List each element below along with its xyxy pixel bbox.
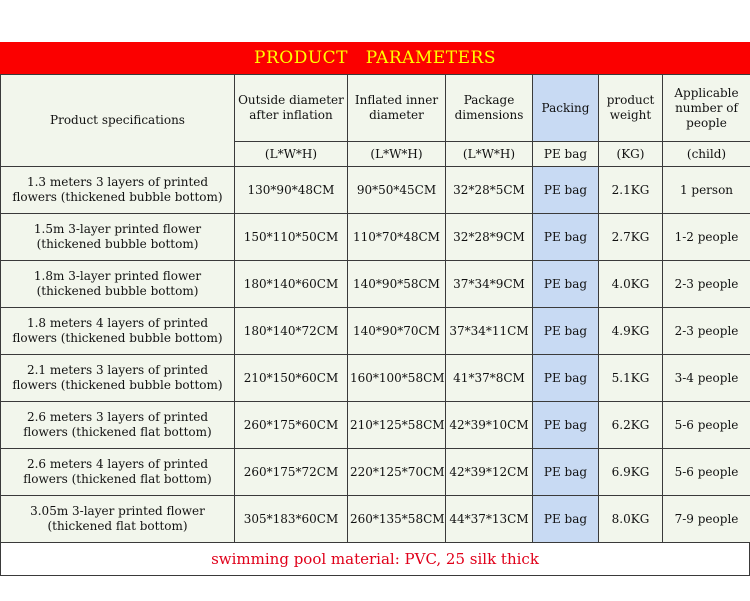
cell-inner: 220*125*70CM: [348, 449, 446, 496]
cell-package: 37*34*11CM: [446, 308, 533, 355]
cell-weight: 6.2KG: [599, 402, 663, 449]
cell-inner: 90*50*45CM: [348, 167, 446, 214]
cell-spec: 1.3 meters 3 layers of printed flowers (thickened bubble bottom): [1, 167, 235, 214]
cell-spec: 2.1 meters 3 layers of printed flowers (thickened bubble bottom): [1, 355, 235, 402]
unit-packing: PE bag: [533, 142, 599, 167]
cell-package: 32*28*5CM: [446, 167, 533, 214]
cell-spec: 2.6 meters 4 layers of printed flowers (thickened flat bottom): [1, 449, 235, 496]
table-row: [1, 402, 750, 449]
cell-packing: PE bag: [533, 496, 599, 543]
cell-inner: 210*125*58CM: [348, 402, 446, 449]
cell-packing: PE bag: [533, 214, 599, 261]
cell-outside: 210*150*60CM: [235, 355, 348, 402]
cell-outside: 180*140*72CM: [235, 308, 348, 355]
cell-spec: 1.5m 3-layer printed flower (thickened bubble bottom): [1, 214, 235, 261]
cell-people: 1-2 people: [663, 214, 750, 261]
unit-package: (L*W*H): [446, 142, 533, 167]
cell-people: 3-4 people: [663, 355, 750, 402]
cell-inner: 160*100*58CM: [348, 355, 446, 402]
cell-packing: PE bag: [533, 261, 599, 308]
cell-weight: 2.7KG: [599, 214, 663, 261]
cell-weight: 6.9KG: [599, 449, 663, 496]
header-package: Package dimensions: [446, 75, 533, 142]
cell-packing: PE bag: [533, 449, 599, 496]
cell-weight: 5.1KG: [599, 355, 663, 402]
cell-package: 32*28*9CM: [446, 214, 533, 261]
header-people: Applicable number of people: [663, 75, 750, 142]
product-parameters-sheet: [0, 42, 750, 576]
table-row: [1, 167, 750, 214]
unit-inner: (L*W*H): [348, 142, 446, 167]
cell-inner: 110*70*48CM: [348, 214, 446, 261]
cell-spec: 3.05m 3-layer printed flower (thickened flat bottom): [1, 496, 235, 543]
unit-weight: (KG): [599, 142, 663, 167]
cell-packing: PE bag: [533, 308, 599, 355]
table-row: [1, 308, 750, 355]
unit-people: (child): [663, 142, 750, 167]
cell-weight: 4.9KG: [599, 308, 663, 355]
header-inner: Inflated inner diameter: [348, 75, 446, 142]
cell-outside: 305*183*60CM: [235, 496, 348, 543]
cell-people: 5-6 people: [663, 402, 750, 449]
cell-package: 37*34*9CM: [446, 261, 533, 308]
cell-people: 1 person: [663, 167, 750, 214]
cell-outside: 260*175*60CM: [235, 402, 348, 449]
table-row: [1, 355, 750, 402]
cell-weight: 2.1KG: [599, 167, 663, 214]
table-row: [1, 449, 750, 496]
header-row: [1, 75, 750, 142]
cell-inner: 140*90*70CM: [348, 308, 446, 355]
table-row: [1, 496, 750, 543]
header-packing: Packing: [533, 75, 599, 142]
cell-spec: 2.6 meters 3 layers of printed flowers (thickened flat bottom): [1, 402, 235, 449]
cell-people: 7-9 people: [663, 496, 750, 543]
header-spec: Product specifications: [1, 75, 235, 167]
header-outside: Outside diameter after inflation: [235, 75, 348, 142]
unit-outside: (L*W*H): [235, 142, 348, 167]
parameters-banner: PRODUCT PARAMETERS: [0, 42, 750, 74]
cell-weight: 8.0KG: [599, 496, 663, 543]
cell-package: 44*37*13CM: [446, 496, 533, 543]
cell-packing: PE bag: [533, 167, 599, 214]
cell-outside: 130*90*48CM: [235, 167, 348, 214]
cell-packing: PE bag: [533, 355, 599, 402]
cell-packing: PE bag: [533, 402, 599, 449]
cell-people: 2-3 people: [663, 261, 750, 308]
header-weight: product weight: [599, 75, 663, 142]
cell-people: 2-3 people: [663, 308, 750, 355]
cell-package: 41*37*8CM: [446, 355, 533, 402]
cell-outside: 180*140*60CM: [235, 261, 348, 308]
cell-weight: 4.0KG: [599, 261, 663, 308]
cell-spec: 1.8 meters 4 layers of printed flowers (thickened bubble bottom): [1, 308, 235, 355]
material-note: swimming pool material: PVC, 25 silk thick: [0, 543, 750, 576]
cell-inner: 140*90*58CM: [348, 261, 446, 308]
cell-package: 42*39*10CM: [446, 402, 533, 449]
cell-inner: 260*135*58CM: [348, 496, 446, 543]
cell-package: 42*39*12CM: [446, 449, 533, 496]
cell-outside: 260*175*72CM: [235, 449, 348, 496]
table-row: [1, 214, 750, 261]
parameters-table: [0, 74, 750, 543]
cell-outside: 150*110*50CM: [235, 214, 348, 261]
cell-spec: 1.8m 3-layer printed flower (thickened bubble bottom): [1, 261, 235, 308]
cell-people: 5-6 people: [663, 449, 750, 496]
table-row: [1, 261, 750, 308]
